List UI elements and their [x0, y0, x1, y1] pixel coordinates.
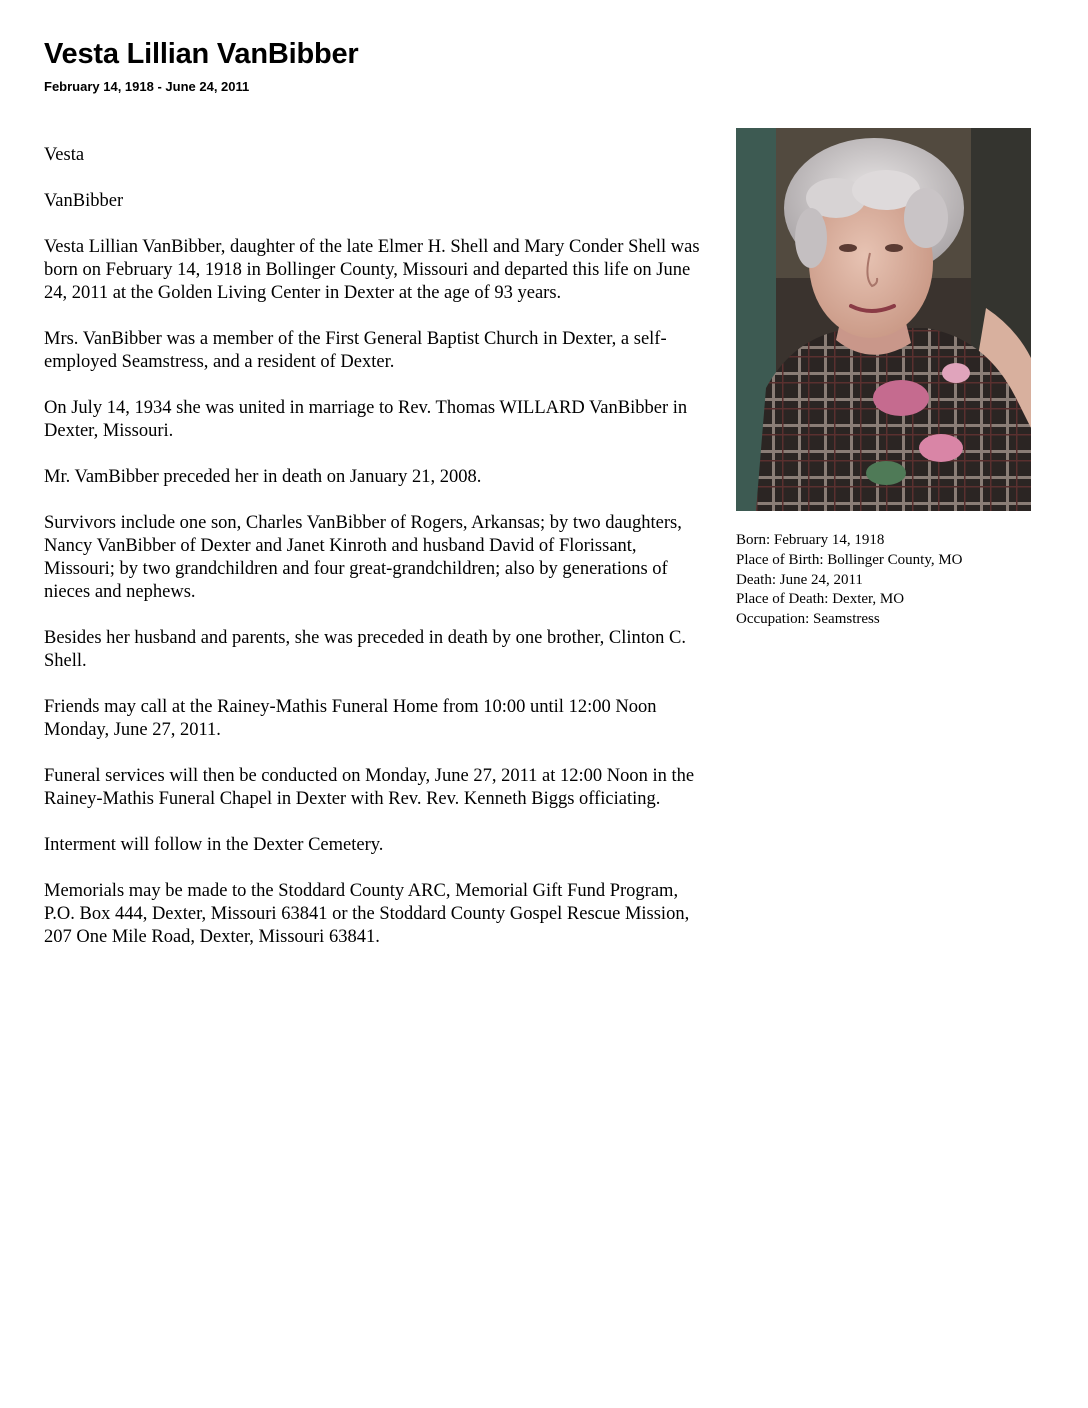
obituary-header [44, 36, 359, 96]
portrait-photo [736, 128, 1031, 511]
obituary-paragraph: Friends may call at the Rainey-Mathis Funeral Home from 10:00 until 12:00 Noon Monday, June 27, 2011. [44, 697, 657, 740]
occupation-fact: Occupation: Seamstress [736, 611, 880, 628]
obituary-paragraph: Funeral services will then be conducted on Monday, June 27, 2011 at 12:00 Noon in the Rainey-Mathis Funeral Chapel in Dexter with Rev. Rev. Kenneth Biggs officiating. [44, 766, 695, 809]
obituary-paragraph: Interment will follow in the Dexter Cemetery. [44, 835, 384, 855]
vital-facts [736, 531, 963, 630]
place-of-birth-fact: Place of Birth: Bollinger County, MO [736, 551, 963, 568]
page-title: Vesta Lillian VanBibber [44, 38, 359, 70]
obituary-paragraph: Vesta [44, 145, 85, 165]
obituary-paragraph: Mrs. VanBibber was a member of the First General Baptist Church in Dexter, a self- employed Seamstress, and a resident of Dexter. [44, 329, 667, 372]
obituary-paragraph: Survivors include one son, Charles VanBibber of Rogers, Arkansas; by two daughters, Nancy VanBibber of Dexter and Janet Kinroth and husband David of Florissant, Missouri; by two grandchildren and four great-grandchildren; also by generations of nieces and nephews. [44, 513, 682, 602]
obituary-paragraph: On July 14, 1934 she was united in marriage to Rev. Thomas WILLARD VanBibber in Dexter, Missouri. [44, 398, 688, 441]
obituary-paragraph: Vesta Lillian VanBibber, daughter of the late Elmer H. Shell and Mary Conder Shell was born on February 14, 1918 in Bollinger County, Missouri and departed this life on June 24, 2011 at the Golden Living Center in Dexter at the age of 93 years. [44, 237, 700, 303]
obituary-text [44, 144, 704, 972]
obituary-paragraph: Memorials may be made to the Stoddard County ARC, Memorial Gift Fund Program, P.O. Box 444, Dexter, Missouri 63841 or the Stoddard County Gospel Rescue Mission, 207 One Mile Road, Dexter, Missouri 63841. [44, 881, 690, 947]
life-dates: February 14, 1918 - June 24, 2011 [44, 79, 250, 94]
place-of-death-fact: Place of Death: Dexter, MO [736, 591, 905, 608]
obituary-paragraph: Besides her husband and parents, she was preceded in death by one brother, Clinton C. Shell. [44, 628, 686, 671]
born-fact: Born: February 14, 1918 [736, 532, 885, 548]
obituary-paragraph: VanBibber [44, 191, 124, 211]
death-fact: Death: June 24, 2011 [736, 571, 863, 588]
obituary-paragraph: Mr. VamBibber preceded her in death on January 21, 2008. [44, 467, 482, 487]
